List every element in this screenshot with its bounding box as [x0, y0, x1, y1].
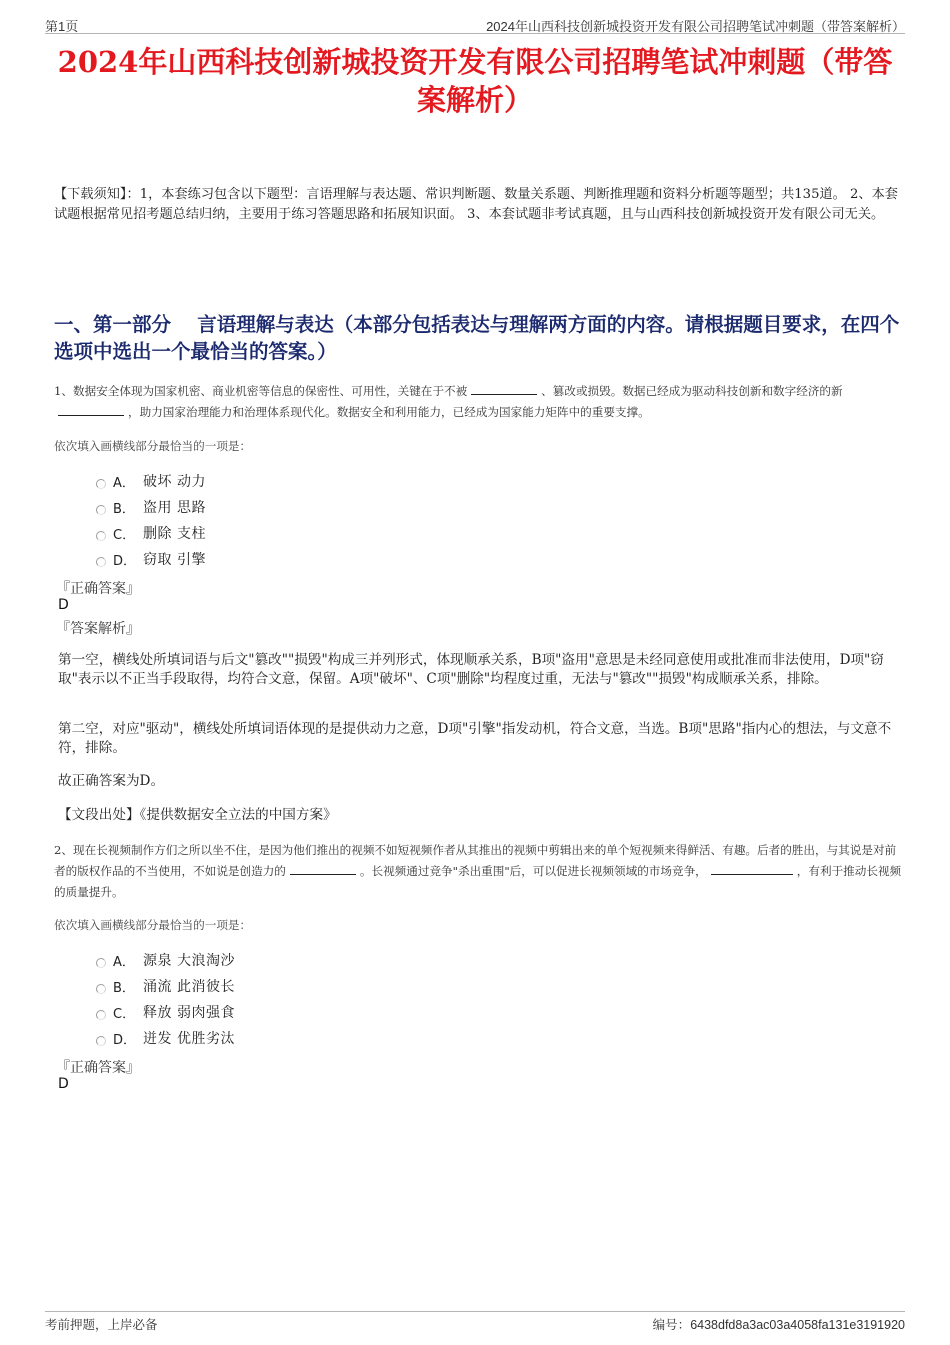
footer-slogan: 考前押题，上岸必备	[45, 1318, 158, 1332]
radio-button[interactable]	[96, 1010, 106, 1020]
option-letter: C．	[113, 1006, 136, 1022]
option-letter: C．	[113, 527, 136, 543]
radio-button[interactable]	[96, 984, 106, 994]
radio-button[interactable]	[96, 505, 106, 515]
document-id-value: 6438dfd8a3ac03a4058fa131e3191920	[690, 1318, 905, 1332]
option-text: 释放 弱肉强食	[143, 1005, 235, 1021]
analysis-label: 『答案解析』	[56, 621, 140, 637]
section-heading: 一、第一部分 言语理解与表达（本部分包括表达与理解两方面的内容。请根据题目要求，在四个选项中选出一个最恰当的答案。）	[54, 313, 900, 363]
option-letter: D．	[113, 1032, 137, 1048]
fill-blank	[711, 863, 793, 875]
analysis-paragraph: 第二空，对应"驱动"，横线处所填词语体现的是提供动力之意，D项"引擎"指发动机，符合文意，当选。B项"思路"指内心的想法，与文意不符，排除。	[58, 721, 892, 756]
analysis-conclusion: 故正确答案为D。	[58, 773, 165, 789]
option-letter: A．	[113, 954, 135, 970]
question-text-part: 、篡改或损毁。数据已经成为驱动科技创新和数字经济的新	[541, 384, 843, 398]
question-text-part: 2、现在长视频制作方们之所以坐不住，是因为他们推出的视频不如短视频作者从其推出的视频中剪辑出来的单个短视频来得鲜活、有趣。后者的胜出，与其说是对前者的版权作品的不当使用，不如说是创造力的	[54, 843, 897, 878]
option-c[interactable]	[96, 520, 206, 546]
option-text: 删除 支柱	[143, 526, 206, 542]
option-b[interactable]	[96, 494, 206, 520]
question-1-text	[54, 381, 905, 423]
option-b[interactable]	[96, 973, 235, 999]
question-1-options	[96, 468, 206, 572]
question-text-part: ，助力国家治理能力和治理体系现代化。数据安全和利用能力，已经成为国家能力矩阵中的重要支撑。	[128, 405, 650, 419]
header-doc-title: 2024年山西科技创新城投资开发有限公司招聘笔试冲刺题（带答案解析）	[486, 19, 905, 34]
download-notice: 【下载须知】：1，本套练习包含以下题型：言语理解与表达题、常识判断题、数量关系题、判断推理题和资料分析题等题型；共135道。 2、本套试题根据常见招考题总结归纳，主要用于练习答题思路和拓展知识面。 3、本套试题非考试真题，且与山西科技创新城投资开发有限公司无关。	[54, 187, 898, 222]
document-title: 2024年山西科技创新城投资开发有限公司招聘笔试冲刺题（带答案解析）	[57, 45, 893, 117]
page-header	[45, 14, 905, 34]
document-id	[653, 1315, 905, 1333]
option-text: 迸发 优胜劣汰	[143, 1031, 235, 1047]
radio-button[interactable]	[96, 557, 106, 567]
option-a[interactable]	[96, 947, 235, 973]
correct-answer-label: 『正确答案』	[56, 581, 140, 597]
option-letter: B．	[113, 501, 135, 517]
document-id-label: 编号：	[652, 1318, 691, 1332]
fill-blank	[290, 863, 356, 875]
analysis-source: 【文段出处】《提供数据安全立法的中国方案》	[58, 807, 337, 823]
fill-blank	[58, 404, 124, 416]
analysis-paragraph: 第一空，横线处所填词语与后文"篡改""损毁"构成三并列形式，体现顺承关系，B项"盗用"意思是未经同意使用或批准而非法使用，D项"窃取"表示以不正当手段取得，均符合文意，保留。A项"破坏"、C项"删除"均程度过重，无法与"篡改""损毁"构成顺承关系，排除。	[58, 652, 884, 687]
radio-button[interactable]	[96, 531, 106, 541]
fill-blank	[471, 383, 537, 395]
question-text-part: 1、数据安全体现为国家机密、商业机密等信息的保密性、可用性，关键在于不被	[54, 384, 468, 398]
option-letter: A．	[113, 475, 135, 491]
option-a[interactable]	[96, 468, 206, 494]
page-number: 第1页	[45, 19, 79, 34]
option-letter: B．	[113, 980, 135, 996]
option-d[interactable]	[96, 1025, 235, 1051]
question-text-part: ，有利于推动长视频的质量提升。	[54, 864, 902, 899]
correct-answer: D	[58, 597, 69, 613]
option-text: 盗用 思路	[143, 500, 206, 516]
correct-answer-label: 『正确答案』	[56, 1060, 140, 1076]
radio-button[interactable]	[96, 1036, 106, 1046]
option-text: 涌流 此消彼长	[143, 979, 235, 995]
option-letter: D．	[113, 553, 137, 569]
option-text: 源泉 大浪淘沙	[143, 953, 235, 969]
option-text: 窃取 引擎	[143, 552, 206, 568]
question-text-part: 。长视频通过竞争"杀出重围"后，可以促进长视频领域的市场竞争，	[359, 864, 707, 878]
question-1-prompt: 依次填入画横线部分最恰当的一项是：	[54, 439, 252, 453]
correct-answer: D	[58, 1076, 69, 1092]
question-2-text	[54, 840, 905, 903]
question-2-options	[96, 947, 235, 1051]
option-text: 破坏 动力	[143, 474, 206, 490]
question-2-prompt: 依次填入画横线部分最恰当的一项是：	[54, 918, 252, 932]
option-c[interactable]	[96, 999, 235, 1025]
radio-button[interactable]	[96, 958, 106, 968]
page-footer	[45, 1311, 905, 1331]
option-d[interactable]	[96, 546, 206, 572]
radio-button[interactable]	[96, 479, 106, 489]
